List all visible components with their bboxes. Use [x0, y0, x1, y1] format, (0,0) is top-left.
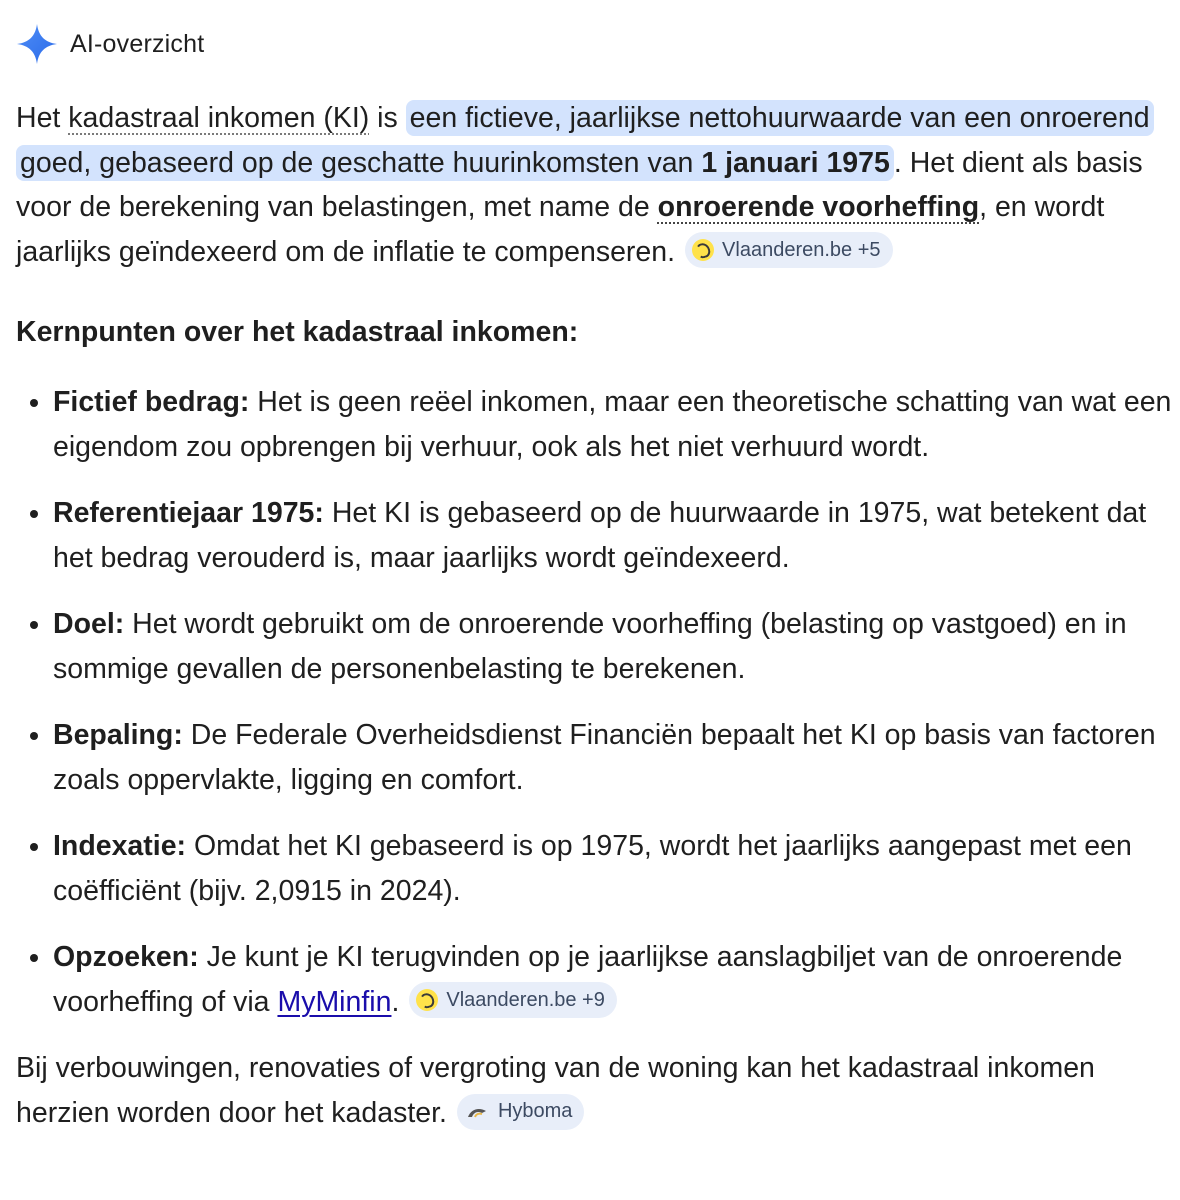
- intro-paragraph: [16, 96, 1176, 274]
- list-item-text: .: [391, 985, 400, 1018]
- section-title: Kernpunten over het kadastraal inkomen:: [16, 316, 579, 348]
- highlight-date: 1 januari 1975: [701, 146, 890, 179]
- highlight-text: een fictieve, jaarlijkse nettohuurwaarde van een onroerend goed, gebaseerd op de geschatte huurinkomsten van: [20, 102, 1150, 179]
- source-chip-label: Vlaanderen.be +9: [446, 988, 605, 1011]
- list-item-text: Het KI is gebaseerd op de huurwaarde in 1975, wat betekent dat het bedrag verouderd is, maar jaarlijks wordt geïndexeerd.: [53, 497, 1147, 574]
- source-chip[interactable]: [409, 982, 616, 1018]
- onroerende-voorheffing-link[interactable]: onroerende voorheffing: [657, 191, 980, 223]
- outro-paragraph: [16, 1046, 1176, 1135]
- list-item-label: Referentiejaar 1975:: [53, 497, 324, 529]
- intro-text: is: [369, 102, 406, 134]
- list-item-text: Het wordt gebruikt om de onroerende voorheffing (belasting op vastgoed) en in sommige gevallen de personenbelasting te berekenen.: [53, 608, 1127, 685]
- ai-overview-title: AI-overzicht: [70, 29, 205, 58]
- list-item-text: Het is geen reëel inkomen, maar een theoretische schatting van wat een eigendom zou opbrengen bij verhuur, ook als het niet verhuurd wordt.: [53, 386, 1172, 463]
- hyboma-logo-icon: [464, 1101, 490, 1123]
- list-item-text: Omdat het KI gebaseerd is op 1975, wordt het jaarlijks aangepast met een coëfficiënt (bijv. 2,0915 in 2024).: [53, 830, 1132, 907]
- intro-text: , en wordt jaarlijks geïndexeerd om de inflatie te compenseren.: [16, 191, 1105, 268]
- list-item: [53, 824, 1180, 913]
- list-item-text: Je kunt je KI terugvinden op je jaarlijkse aanslagbiljet van de onroerende voorheffing of via: [53, 941, 1123, 1018]
- list-item-label: Opzoeken:: [53, 941, 199, 973]
- ki-term-link[interactable]: kadastraal inkomen (KI): [68, 102, 370, 134]
- key-points-list: [16, 380, 1180, 1024]
- source-chip-label: Vlaanderen.be +5: [722, 238, 881, 261]
- vlaanderen-logo-icon: [416, 989, 438, 1011]
- myminfin-link[interactable]: MyMinfin: [277, 985, 392, 1018]
- source-chip[interactable]: [685, 232, 892, 268]
- intro-text: . Het dient als basis voor de berekening van belastingen, met name de: [16, 146, 1143, 223]
- list-item-text: De Federale Overheidsdienst Financiën bepaalt het KI op basis van factoren zoals oppervlakte, ligging en comfort.: [53, 719, 1156, 796]
- vlaanderen-logo-icon: [692, 239, 714, 261]
- intro-text: Het: [16, 102, 69, 134]
- source-chip-label: Hyboma: [497, 1100, 573, 1123]
- list-item-label: Bepaling:: [53, 719, 183, 751]
- list-item-label: Doel:: [53, 608, 125, 640]
- list-item: [53, 491, 1180, 580]
- list-item: [53, 935, 1180, 1024]
- ai-overview-header: [16, 0, 1180, 88]
- gemini-spark-icon: [16, 23, 58, 65]
- source-chip[interactable]: [457, 1094, 584, 1130]
- list-item-label: Fictief bedrag:: [53, 386, 250, 418]
- list-item: [53, 602, 1180, 691]
- list-item-label: Indexatie:: [53, 830, 187, 862]
- list-item: [53, 713, 1180, 802]
- outro-text: Bij verbouwingen, renovaties of vergroting van de woning kan het kadastraal inkomen herzien worden door het kadaster.: [16, 1052, 1095, 1129]
- list-item: [53, 380, 1180, 469]
